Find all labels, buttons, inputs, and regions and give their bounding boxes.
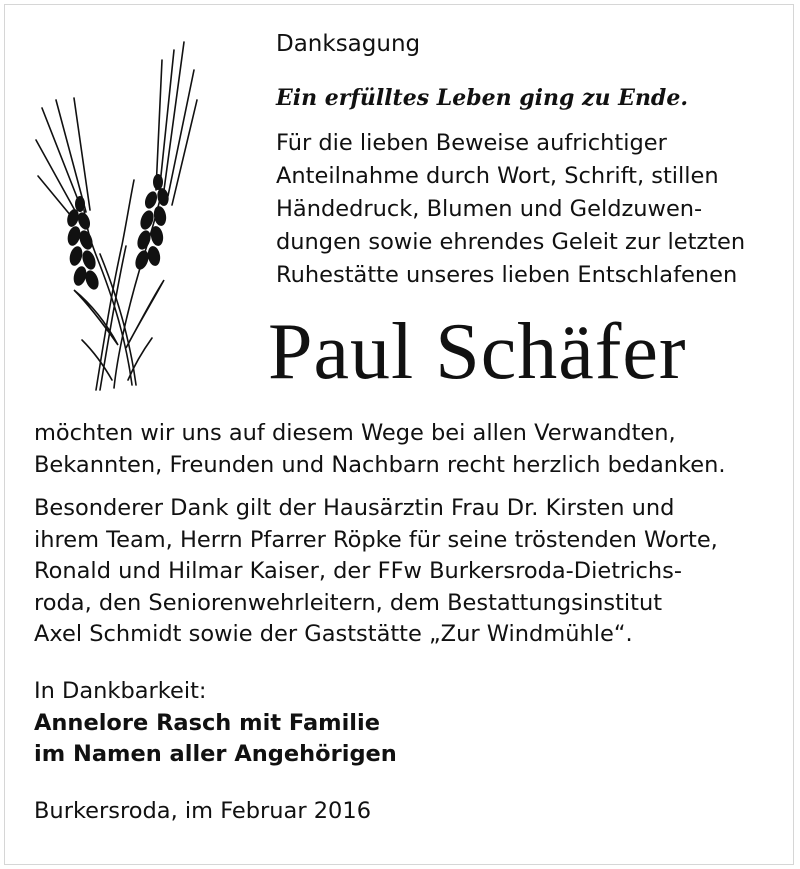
closing-block xyxy=(34,676,397,771)
intro-line: Ruhestätte unseres lieben Entschlafenen xyxy=(276,262,738,288)
motto-line: Ein erfülltes Leben ging zu Ende. xyxy=(276,85,688,111)
signatory-line: im Namen aller Angehörigen xyxy=(34,741,397,767)
special-thanks-line: ihrem Team, Herrn Pfarrer Röpke für seine tröstenden Worte, xyxy=(34,526,718,553)
thanks-body xyxy=(34,418,794,651)
closing-label: In Dankbarkeit: xyxy=(34,678,207,704)
paragraph-gap xyxy=(34,481,794,493)
intro-line: Anteilnahme durch Wort, Schrift, stillen xyxy=(276,163,719,189)
notice-heading: Danksagung xyxy=(276,31,421,57)
place-date: Burkersroda, im Februar 2016 xyxy=(34,798,372,824)
thanks-line: Bekannten, Freunden und Nachbarn recht herzlich bedanken. xyxy=(34,451,726,478)
thanks-line: möchten wir uns auf diesem Wege bei allen Verwandten, xyxy=(34,420,676,446)
intro-line: Händedruck, Blumen und Geldzuwen- xyxy=(276,196,703,222)
intro-line: Für die lieben Beweise aufrichtiger xyxy=(276,130,667,156)
special-thanks-line: Besonderer Dank gilt der Hausärztin Frau Dr. Kirsten und xyxy=(34,495,675,521)
special-thanks-line: Ronald und Hilmar Kaiser, der FFw Burkersroda-Dietrichs- xyxy=(34,558,683,584)
intro-paragraph xyxy=(276,127,786,292)
intro-line: dungen sowie ehrendes Geleit zur letzten xyxy=(276,229,746,255)
deceased-name: Paul Schäfer xyxy=(268,308,687,396)
special-thanks-line: roda, den Seniorenwehrleitern, dem Bestattungsinstitut xyxy=(34,589,663,616)
special-thanks-line: Axel Schmidt sowie der Gaststätte „Zur Windmühle“. xyxy=(34,621,633,647)
signatory-line: Annelore Rasch mit Familie xyxy=(34,709,380,736)
wheat-ears-icon xyxy=(34,40,199,392)
